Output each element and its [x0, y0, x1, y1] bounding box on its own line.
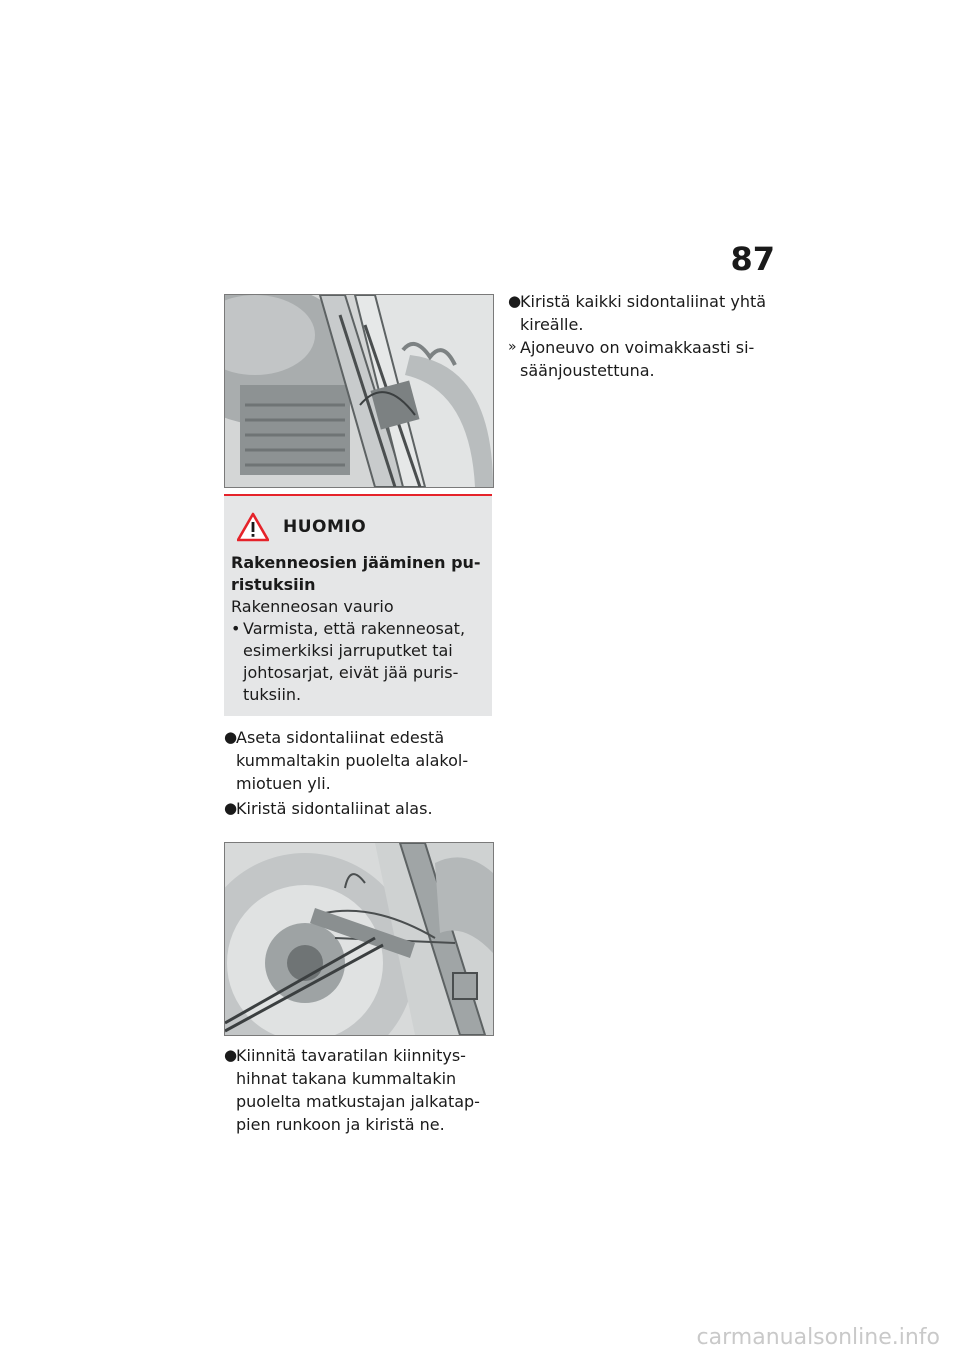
- rear-wheel-illustration: [225, 843, 493, 1035]
- step-item: [224, 726, 494, 795]
- bullet-icon: ●: [224, 1046, 238, 1064]
- step-item: [508, 290, 783, 336]
- notice-header: [231, 510, 484, 544]
- warning-triangle-icon: [237, 512, 269, 542]
- bullet-icon: •: [231, 619, 241, 638]
- result-text: Ajoneuvo on voimakkaasti si-säänjoustettuna.: [520, 338, 755, 380]
- notice-consequence: Rakenneosan vaurio: [231, 597, 394, 616]
- step-text: Aseta sidontaliinat edestä kummaltakin puolelta alakol-miotuen yli.: [236, 728, 469, 793]
- front-fork-illustration: [225, 295, 493, 487]
- step-text: Kiristä kaikki sidontaliinat yhtä kireälle.: [520, 292, 767, 334]
- step-text: Kiristä sidontaliinat alas.: [236, 799, 433, 818]
- page-number: 87: [730, 240, 775, 278]
- steps-front: [224, 726, 494, 820]
- watermark: carmanualsonline.info: [696, 1325, 940, 1350]
- step-text: Kiinnitä tavaratilan kiinnitys-hihnat takana kummaltakin puolelta matkustajan jalkatap-pien runkoon ja kiristä ne.: [236, 1046, 480, 1134]
- step-item: [224, 1044, 494, 1136]
- steps-rear: [224, 1044, 494, 1136]
- rear-strap-photo: [224, 842, 494, 1036]
- notice-bullet-text: Varmista, että rakenneosat, esimerkiksi jarruputket tai johtosarjat, eivät jää puris-tuksiin.: [243, 619, 466, 704]
- bullet-icon: ●: [508, 292, 522, 310]
- bullet-icon: ●: [224, 799, 238, 817]
- left-column: [224, 294, 494, 1136]
- notice-heading: Rakenneosien jääminen pu-ristuksiin: [231, 553, 481, 594]
- right-column: [508, 290, 783, 382]
- notice-bullet: [231, 618, 484, 706]
- result-item: [508, 336, 783, 382]
- bullet-icon: ●: [224, 728, 238, 746]
- notice-box: [224, 494, 492, 716]
- notice-title: HUOMIO: [283, 517, 367, 537]
- double-chevron-icon: »: [508, 339, 517, 355]
- front-fork-strap-photo: [224, 294, 494, 488]
- step-item: [224, 797, 494, 820]
